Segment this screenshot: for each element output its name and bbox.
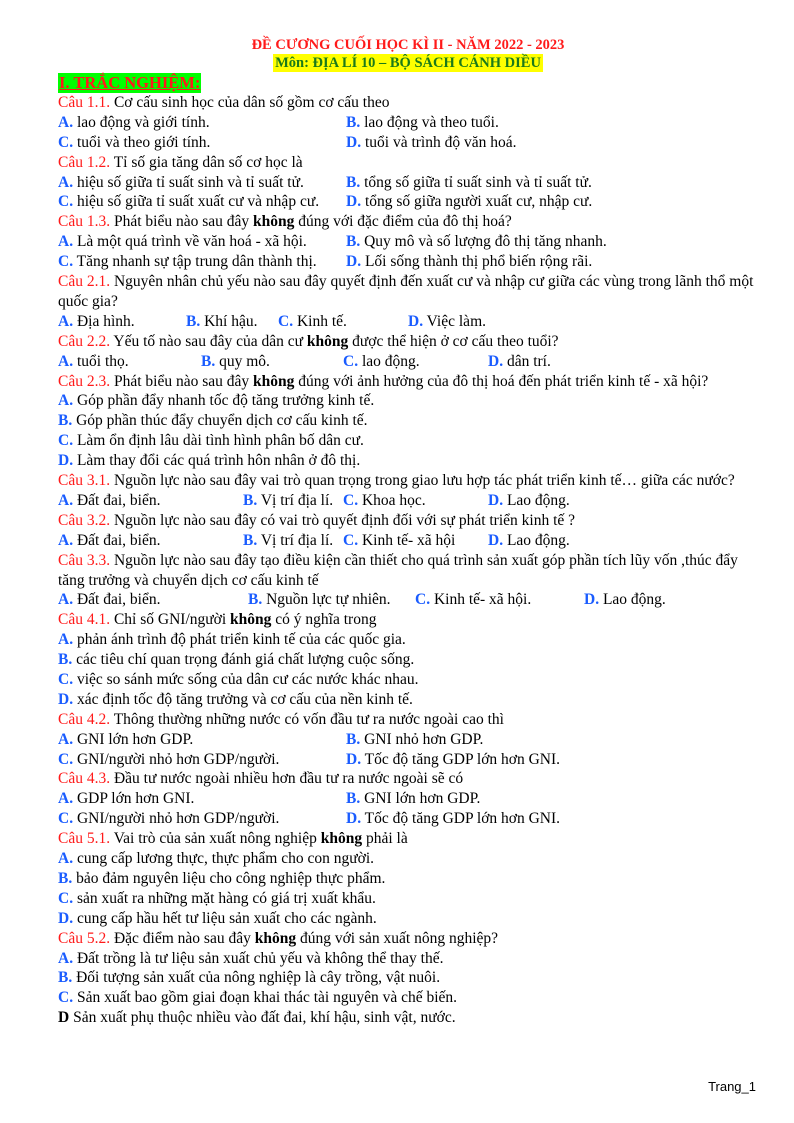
answer-text: Sản xuất phụ thuộc nhiều vào đất đai, khí hậu, sinh vật, nước.: [69, 1009, 456, 1027]
answer-text: GNI/người nhỏ hơn GDP/người.: [73, 810, 280, 828]
question-text: Đặc điểm nào sau đây: [110, 929, 255, 947]
answer-letter: D.: [346, 193, 362, 211]
answer-letter: C.: [58, 432, 74, 450]
answer-option: [58, 113, 210, 133]
answer-text: Góp phần đẩy nhanh tốc độ tăng trưởng kinh tế.: [73, 392, 375, 410]
answer-text: phản ánh trình độ phát triển kinh tế của các quốc gia.: [73, 631, 406, 649]
answer-option: [58, 750, 279, 770]
answer-letter: D.: [58, 690, 74, 708]
answer-text: GNI nhỏ hơn GDP.: [360, 730, 484, 748]
answer-letter: D.: [408, 312, 424, 330]
answer-letter: B.: [201, 352, 216, 370]
question: [58, 332, 758, 352]
answer-option: [278, 312, 347, 332]
answer-option: [58, 352, 129, 372]
answer-text: hiệu số giữa tỉ suất sinh và tỉ suất tử.: [73, 173, 304, 191]
answer-option: [343, 491, 426, 511]
question: [58, 551, 758, 591]
answer-letter: A.: [58, 312, 74, 330]
answer-option: [346, 809, 560, 829]
answer-option: [415, 590, 531, 610]
section-heading: I. TRẮC NGHIỆM:: [59, 73, 201, 92]
answer-text: sản xuất ra những mặt hàng có giá trị xuất khẩu.: [73, 889, 376, 907]
answer-option: [58, 650, 414, 670]
answer-option: [58, 630, 406, 650]
answer-row: [58, 809, 758, 829]
answer-text: Khí hậu.: [200, 312, 258, 330]
answer-text: Đất đai, biển.: [73, 591, 161, 609]
answer-text: lao động và giới tính.: [73, 113, 210, 131]
answer-option: [58, 431, 364, 451]
answer-text: Vị trí địa lí.: [257, 491, 334, 509]
question-text: có ý nghĩa trong: [271, 611, 377, 629]
answer-text: xác định tốc độ tăng trưởng và cơ cấu của nền kinh tế.: [73, 690, 413, 708]
answer-letter: A.: [58, 173, 74, 191]
answer-text: Lao động.: [503, 491, 570, 509]
question-text: phải là: [362, 830, 408, 848]
answer-letter: A.: [58, 233, 74, 251]
answer-text: các tiêu chí quan trọng đánh giá chất lượng cuộc sống.: [72, 651, 415, 669]
answer-letter: D.: [346, 810, 362, 828]
answer-row: [58, 670, 758, 690]
answer-text: bảo đảm nguyên liệu cho công nghiệp thực phẩm.: [72, 869, 386, 887]
answer-letter: D.: [346, 133, 362, 151]
answer-row: [58, 949, 758, 969]
answer-row: [58, 431, 758, 451]
answer-letter: A.: [58, 730, 74, 748]
question-number: Câu 2.3.: [58, 372, 111, 390]
question-text: đúng với sản xuất nông nghiệp?: [296, 929, 499, 947]
answer-letter: B.: [346, 113, 361, 131]
answer-letter: C.: [58, 671, 74, 689]
answer-letter: C.: [58, 193, 74, 211]
question-text: không: [320, 830, 363, 848]
answer-text: Là một quá trình về văn hoá - xã hội.: [73, 233, 307, 251]
question: [58, 272, 758, 312]
answer-option: [58, 1008, 456, 1028]
answer-option: [58, 531, 160, 551]
answer-text: Đất đai, biển.: [73, 491, 161, 509]
answer-row: [58, 869, 758, 889]
answer-letter: D.: [488, 352, 504, 370]
answer-letter: C.: [343, 491, 359, 509]
answer-text: việc so sánh mức sống của dân cư các nước khác nhau.: [73, 671, 419, 689]
answer-text: Địa hình.: [73, 312, 135, 330]
answer-option: [346, 789, 480, 809]
answer-text: Kinh tế.: [293, 312, 347, 330]
answer-letter: B.: [346, 173, 361, 191]
answer-text: Kinh tế- xã hội.: [430, 591, 532, 609]
question-text: đúng với đặc điểm của đô thị hoá?: [294, 213, 512, 231]
answer-letter: C.: [278, 312, 294, 330]
answer-option: [58, 192, 319, 212]
answer-option: [346, 750, 560, 770]
question-text: Tỉ số gia tăng dân số cơ học là: [110, 153, 303, 171]
answer-text: tuổi thọ.: [73, 352, 129, 370]
answer-text: dân trí.: [503, 352, 551, 370]
question-number: Câu 1.2.: [58, 153, 111, 171]
question: [58, 93, 758, 113]
answer-option: [346, 730, 483, 750]
question-number: Câu 3.3.: [58, 551, 111, 569]
answer-letter: D.: [488, 531, 504, 549]
question-number: Câu 2.1.: [58, 273, 111, 291]
answer-row: [58, 909, 758, 929]
question-number: Câu 4.1.: [58, 611, 111, 629]
answer-option: [58, 690, 413, 710]
answer-text: Tốc độ tăng GDP lớn hơn GNI.: [361, 750, 561, 768]
answer-text: cung cấp lương thực, thực phẩm cho con người.: [73, 850, 375, 868]
answer-letter: C.: [58, 889, 74, 907]
answer-option: [488, 491, 570, 511]
answer-letter: B.: [58, 651, 73, 669]
answer-text: GNI lớn hơn GDP.: [73, 730, 194, 748]
answer-option: [58, 809, 279, 829]
answer-letter: A.: [58, 113, 74, 131]
answer-option: [346, 113, 499, 133]
question-text: không: [253, 372, 295, 390]
answer-row: [58, 491, 758, 511]
answer-letter: C.: [58, 750, 74, 768]
question-number: Câu 5.2.: [58, 929, 111, 947]
answer-row: [58, 113, 758, 133]
question: [58, 710, 758, 730]
answer-option: [58, 411, 368, 431]
answer-row: [58, 312, 758, 332]
answer-letter: B.: [346, 233, 361, 251]
question-text: được thể hiện ở cơ cấu theo tuổi?: [348, 332, 559, 350]
question-number: Câu 3.2.: [58, 511, 111, 529]
answer-letter: D: [58, 1009, 70, 1027]
answer-option: [58, 670, 419, 690]
answer-option: [186, 312, 257, 332]
answer-row: [58, 968, 758, 988]
answer-option: [58, 730, 193, 750]
answer-text: lao động.: [358, 352, 420, 370]
answer-option: [58, 789, 194, 809]
answer-letter: C.: [58, 253, 74, 271]
document-subtitle: Môn: ĐỊA LÍ 10 – BỘ SÁCH CÁNH DIỀU: [275, 55, 541, 71]
answer-option: [343, 352, 420, 372]
answer-row: [58, 730, 758, 750]
answer-letter: B.: [243, 531, 258, 549]
question: [58, 372, 758, 392]
answer-option: [346, 133, 516, 153]
answer-row: [58, 650, 758, 670]
answer-letter: B.: [346, 790, 361, 808]
question-text: Nguyên nhân chủ yếu nào sau đây quyết định đến xuất cư và nhập cư giữa các vùng trong lãnh thổ một quốc gia?: [58, 273, 754, 310]
answer-letter: A.: [58, 591, 74, 609]
question: [58, 769, 758, 789]
answer-text: tổng số giữa người xuất cư, nhập cư.: [361, 193, 593, 211]
answer-letter: C.: [58, 989, 74, 1007]
answer-letter: B.: [248, 591, 263, 609]
answer-option: [408, 312, 486, 332]
answer-row: [58, 252, 758, 272]
question-text: không: [254, 929, 297, 947]
answer-letter: B.: [186, 312, 201, 330]
answer-option: [243, 491, 333, 511]
answer-text: Sản xuất bao gồm giai đoạn khai thác tài nguyên và chế biến.: [73, 989, 458, 1007]
answer-text: Làm ổn định lâu dài tình hình phân bố dân cư.: [73, 432, 364, 450]
question: [58, 929, 758, 949]
answer-option: [58, 949, 443, 969]
answer-option: [346, 192, 592, 212]
answer-text: Quy mô và số lượng đô thị tăng nhanh.: [360, 233, 607, 251]
question: [58, 153, 758, 173]
question-text: Phát biểu nào sau đây: [110, 213, 254, 231]
question-text: Yếu tố nào sau đây của dân cư: [110, 332, 307, 350]
answer-option: [201, 352, 270, 372]
answer-text: Lao động.: [503, 531, 570, 549]
answer-option: [58, 252, 317, 272]
answer-text: Lao động.: [599, 591, 666, 609]
answer-letter: C.: [343, 531, 359, 549]
answer-letter: B.: [58, 969, 73, 987]
answer-text: tuổi và theo giới tính.: [73, 133, 211, 151]
answer-row: [58, 849, 758, 869]
answer-row: [58, 411, 758, 431]
question-number: Câu 4.3.: [58, 770, 111, 788]
answer-text: tuổi và trình độ văn hoá.: [361, 133, 517, 151]
question-text: Vai trò của sản xuất nông nghiệp: [110, 830, 321, 848]
answer-text: cung cấp hầu hết tư liệu sản xuất cho các ngành.: [73, 909, 377, 927]
answer-option: [243, 531, 333, 551]
answer-letter: D.: [58, 452, 74, 470]
answer-letter: B.: [346, 730, 361, 748]
answer-text: Nguồn lực tự nhiên.: [262, 591, 391, 609]
answer-option: [248, 590, 391, 610]
answer-text: Góp phần thúc đẩy chuyển dịch cơ cấu kinh tế.: [72, 412, 368, 430]
question: [58, 471, 758, 491]
question-text: Chỉ số GNI/người: [110, 611, 231, 629]
answer-row: [58, 789, 758, 809]
answer-row: [58, 352, 758, 372]
answer-option: [488, 531, 570, 551]
answer-option: [346, 232, 607, 252]
answer-letter: A.: [58, 531, 74, 549]
document-page: [58, 36, 758, 1028]
page-number: Trang_1: [708, 1079, 756, 1094]
answer-row: [58, 630, 758, 650]
answer-text: quy mô.: [215, 352, 270, 370]
answer-option: [58, 889, 376, 909]
answer-row: [58, 391, 758, 411]
answer-text: Đất đai, biển.: [73, 531, 161, 549]
answer-letter: A.: [58, 352, 74, 370]
answer-row: [58, 750, 758, 770]
answer-option: [58, 491, 160, 511]
answer-text: Việc làm.: [423, 312, 486, 330]
answer-letter: D.: [346, 750, 362, 768]
answer-letter: B.: [243, 491, 258, 509]
answer-letter: A.: [58, 491, 74, 509]
answer-option: [584, 590, 666, 610]
answer-text: Kinh tế- xã hội: [358, 531, 456, 549]
question-text: Đầu tư nước ngoài nhiều hơn đầu tư ra nước ngoài sẽ có: [110, 770, 464, 788]
answer-option: [58, 173, 304, 193]
answer-option: [58, 909, 377, 929]
answer-letter: C.: [415, 591, 431, 609]
question-number: Câu 3.1.: [58, 472, 111, 490]
answer-option: [58, 232, 307, 252]
answer-text: Lối sống thành thị phổ biến rộng rãi.: [361, 253, 593, 271]
answer-row: [58, 988, 758, 1008]
answer-letter: A.: [58, 949, 74, 967]
answer-option: [58, 869, 385, 889]
question-number: Câu 4.2.: [58, 710, 111, 728]
question-list: [58, 93, 758, 1028]
question-text: Nguồn lực nào sau đây có vai trò quyết định đối với sự phát triển kinh tế ?: [110, 511, 576, 529]
answer-text: Tốc độ tăng GDP lớn hơn GNI.: [361, 810, 561, 828]
answer-text: Đất trồng là tư liệu sản xuất chủ yếu và không thể thay thế.: [73, 949, 444, 967]
question-number: Câu 1.1.: [58, 94, 111, 111]
answer-option: [58, 849, 374, 869]
answer-letter: C.: [58, 810, 74, 828]
answer-text: GDP lớn hơn GNI.: [73, 790, 195, 808]
answer-row: [58, 889, 758, 909]
answer-letter: D.: [488, 491, 504, 509]
answer-text: Tăng nhanh sự tập trung dân thành thị.: [73, 253, 317, 271]
answer-letter: C.: [58, 133, 74, 151]
answer-option: [343, 531, 455, 551]
question-number: Câu 5.1.: [58, 830, 111, 848]
answer-letter: C.: [343, 352, 359, 370]
answer-option: [58, 988, 457, 1008]
answer-text: Vị trí địa lí.: [257, 531, 334, 549]
question-number: Câu 2.2.: [58, 332, 111, 350]
question-text: Cơ cấu sinh học của dân số gồm cơ cấu theo: [110, 94, 390, 111]
answer-option: [58, 968, 440, 988]
question-text: Phát biểu nào sau đây: [110, 372, 254, 390]
question-text: đúng với ảnh hưởng của đô thị hoá đến phát triển kinh tế - xã hội?: [294, 372, 709, 390]
question-text: Nguồn lực nào sau đây vai trò quan trọng trong giao lưu hợp tác phát triển kinh tế… giữa các nước?: [110, 472, 735, 490]
answer-text: Đối tượng sản xuất của nông nghiệp là cây trồng, vật nuôi.: [72, 969, 441, 987]
answer-option: [346, 173, 592, 193]
answer-row: [58, 451, 758, 471]
answer-letter: B.: [58, 869, 73, 887]
answer-letter: D.: [584, 591, 600, 609]
answer-text: hiệu số giữa tỉ suất xuất cư và nhập cư.: [73, 193, 320, 211]
answer-row: [58, 1008, 758, 1028]
answer-option: [58, 391, 374, 411]
answer-option: [58, 451, 360, 471]
answer-text: Khoa học.: [358, 491, 426, 509]
answer-text: Làm thay đổi các quá trình hôn nhân ở đô thị.: [73, 452, 361, 470]
answer-text: GNI/người nhỏ hơn GDP/người.: [73, 750, 280, 768]
answer-row: [58, 690, 758, 710]
question-text: không: [306, 332, 349, 350]
question: [58, 610, 758, 630]
answer-text: GNI lớn hơn GDP.: [360, 790, 481, 808]
answer-letter: D.: [58, 909, 74, 927]
answer-text: lao động và theo tuổi.: [360, 113, 499, 131]
question: [58, 511, 758, 531]
answer-letter: B.: [58, 412, 73, 430]
answer-letter: A.: [58, 790, 74, 808]
answer-row: [58, 173, 758, 193]
document-title: ĐỀ CƯƠNG CUỐI HỌC KÌ II - NĂM 2022 - 2023: [251, 37, 565, 53]
answer-option: [346, 252, 592, 272]
question-text: không: [253, 213, 295, 231]
answer-option: [58, 590, 160, 610]
question-text: Thông thường những nước có vốn đầu tư ra nước ngoài cao thì: [110, 710, 504, 728]
answer-letter: D.: [346, 253, 362, 271]
answer-letter: A.: [58, 850, 74, 868]
answer-option: [58, 312, 135, 332]
question: [58, 212, 758, 232]
answer-row: [58, 590, 758, 610]
answer-row: [58, 133, 758, 153]
answer-row: [58, 232, 758, 252]
answer-text: tổng số giữa tỉ suất sinh và tỉ suất tử.: [360, 173, 592, 191]
question-text: Nguồn lực nào sau đây tạo điều kiện cần thiết cho quá trình sản xuất góp phần tích lũy vốn ,thúc đẩy tăng trưởng và chuyển dịch cơ cấu kinh tế: [58, 551, 738, 589]
answer-letter: A.: [58, 631, 74, 649]
answer-option: [488, 352, 551, 372]
question-text: không: [230, 611, 272, 629]
answer-option: [58, 133, 210, 153]
question: [58, 829, 758, 849]
answer-row: [58, 531, 758, 551]
question-number: Câu 1.3.: [58, 213, 111, 231]
answer-row: [58, 192, 758, 212]
answer-letter: A.: [58, 392, 74, 410]
